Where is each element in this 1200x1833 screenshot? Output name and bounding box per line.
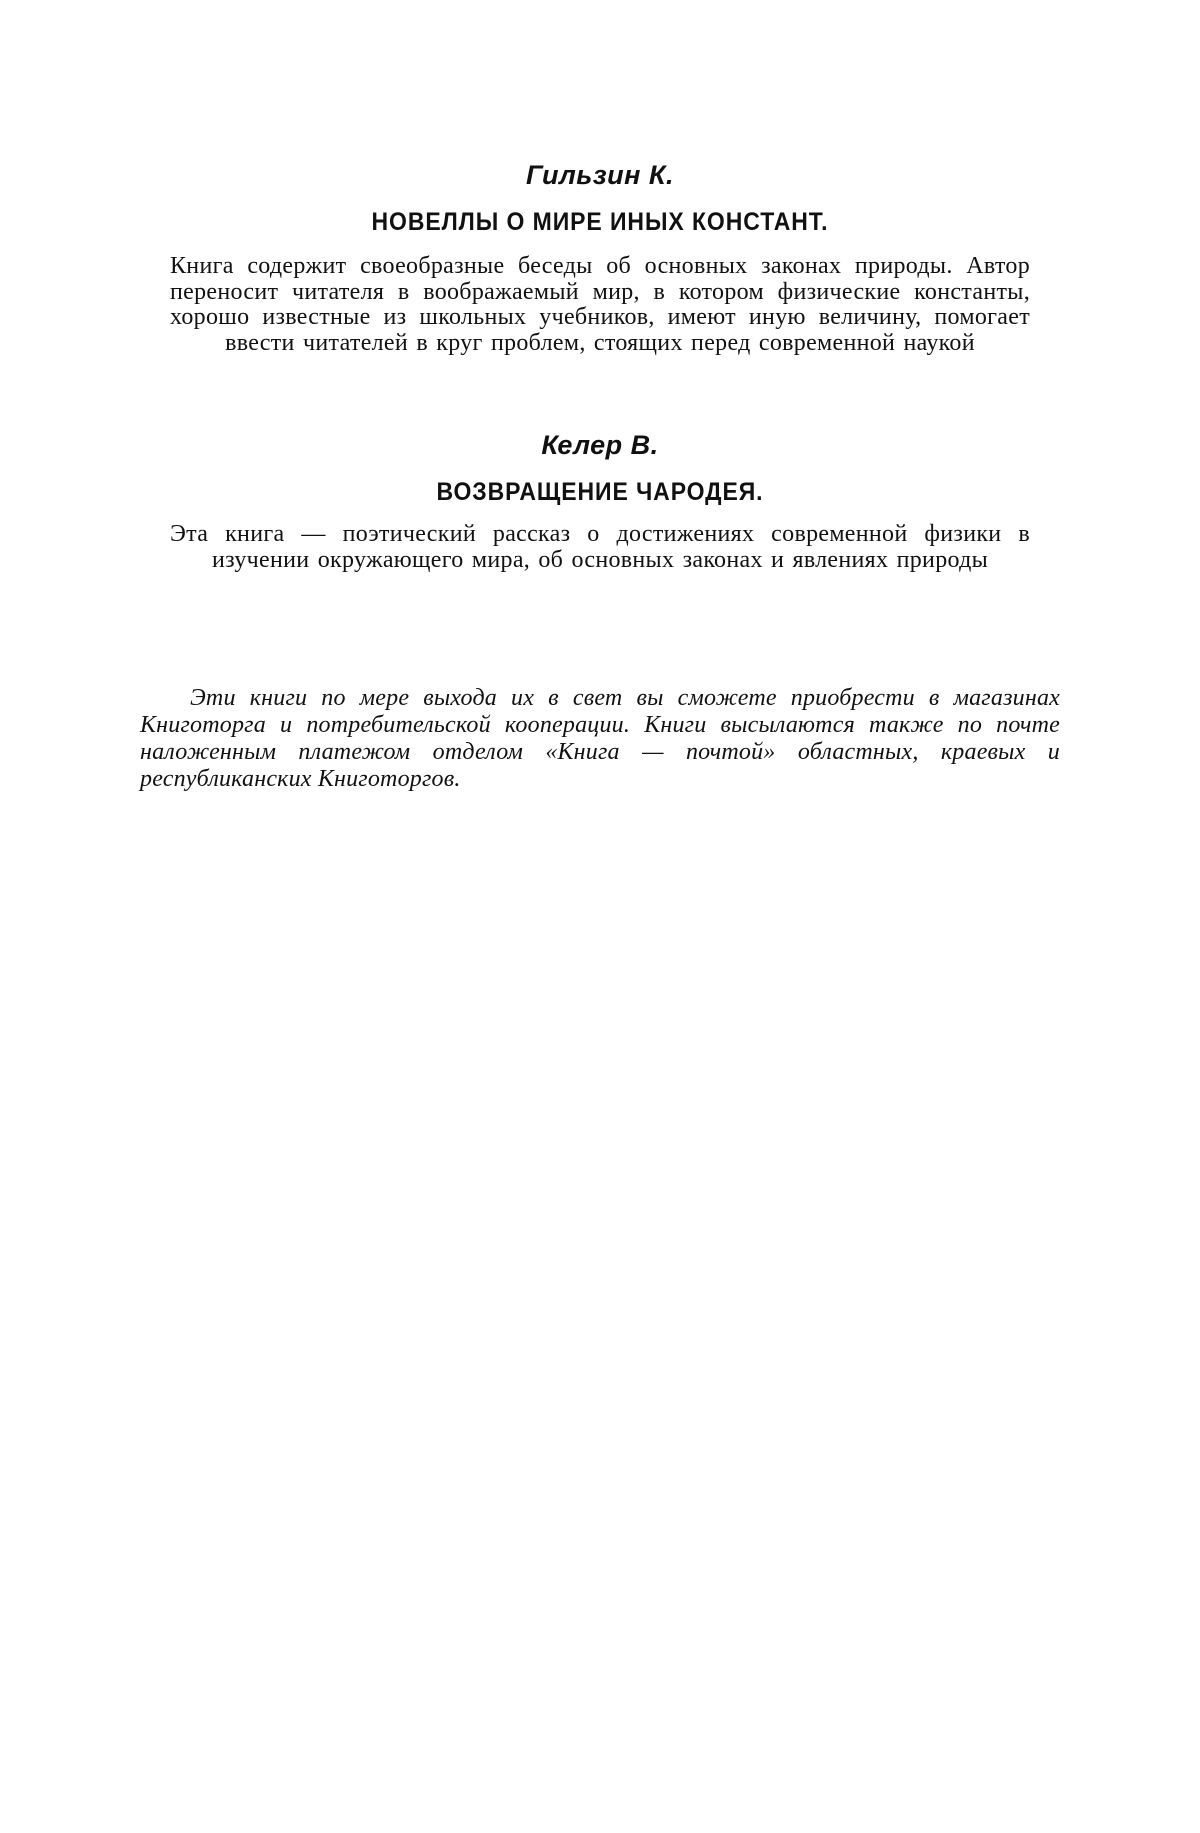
book-author: Келер В. (541, 430, 659, 460)
purchase-notice: Эти книги по мере выхода их в свет вы сможете приобрести в магазинах Книготорга и потребительской кооперации. Книги высылаются также по почте наложенным платежом отделом «Книга — почтой» областных, краевых и республиканских Книготоргов. (140, 685, 1060, 792)
book-entry-gilzin (170, 158, 1030, 356)
book-description: Книга содержит своеобразные беседы об основных законах природы. Автор переносит читателя в воображаемый мир, в котором физические константы, хорошо известные из школьных учебников, имеют иную величину, помогает ввести читателей в круг проблем, стоящих перед современной наукой (170, 253, 1030, 356)
book-entry-keler (170, 428, 1030, 573)
book-title: НОВЕЛЛЫ О МИРЕ ИНЫХ КОНСТАНТ. (371, 208, 829, 236)
book-title: ВОЗВРАЩЕНИЕ ЧАРОДЕЯ. (436, 478, 764, 506)
book-author: Гильзин К. (525, 160, 675, 190)
book-description: Эта книга — поэтический рассказ о достижениях современной физики в изучении окружающего мира, об основных законах и явлениях природы (170, 521, 1030, 573)
